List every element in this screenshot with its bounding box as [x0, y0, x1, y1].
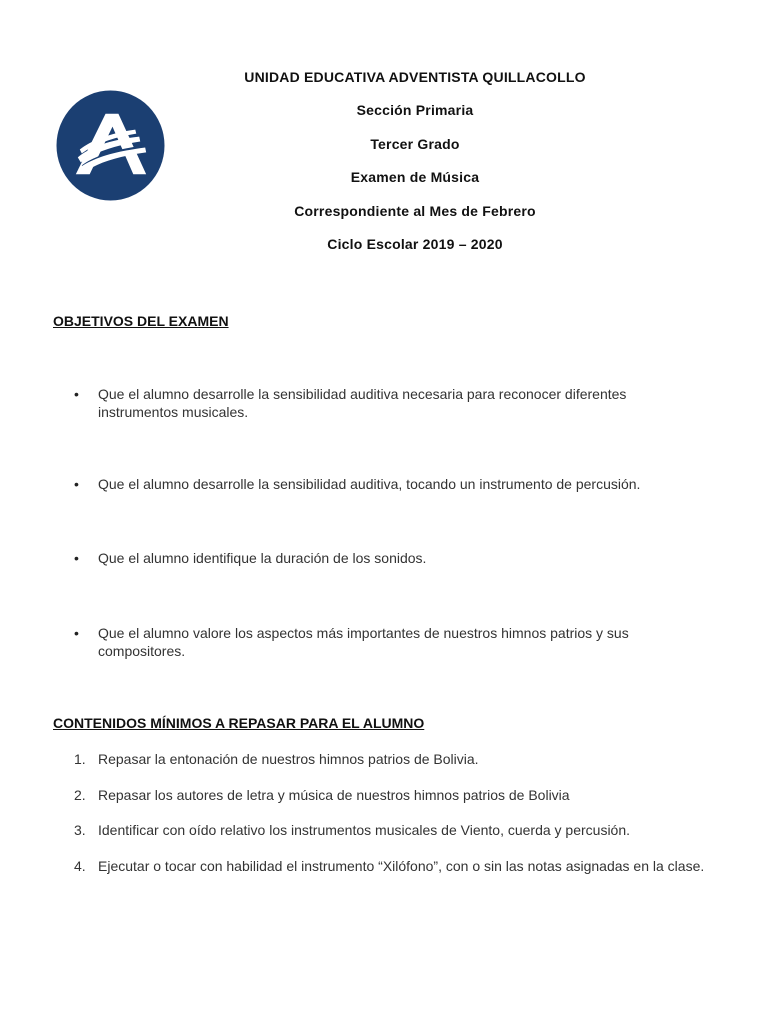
- content-text: Identificar con oído relativo los instrumentos musicales de Viento, cuerda y percusión.: [98, 822, 631, 838]
- content-text: Repasar la entonación de nuestros himnos patrios de Bolivia.: [98, 751, 479, 767]
- exam-month: Correspondiente al Mes de Febrero: [294, 202, 536, 219]
- school-year: Ciclo Escolar 2019 – 2020: [327, 235, 503, 252]
- bullet-icon: •: [74, 476, 79, 492]
- list-number: 1.: [74, 751, 86, 767]
- list-number: 2.: [74, 787, 86, 803]
- contents-heading: CONTENIDOS MÍNIMOS A REPASAR PARA EL ALUMNO: [53, 715, 425, 731]
- objectives-heading: OBJETIVOS DEL EXAMEN: [53, 313, 229, 329]
- section-name: Sección Primaria: [356, 102, 474, 119]
- content-text: Ejecutar o tocar con habilidad el instrumento “Xilófono”, con o sin las notas asignadas en la clase.: [98, 858, 705, 874]
- objective-text: Que el alumno desarrolle la sensibilidad auditiva, tocando un instrumento de percusión.: [98, 476, 641, 492]
- content-text: Repasar los autores de letra y música de nuestros himnos patrios de Bolivia: [98, 787, 570, 803]
- objective-text: Que el alumno desarrolle la sensibilidad auditiva necesaria para reconocer diferentes instrumentos musicales.: [98, 386, 627, 420]
- document-header: [110, 68, 720, 268]
- bullet-icon: •: [74, 550, 79, 566]
- list-number: 3.: [74, 822, 86, 838]
- bullet-icon: •: [74, 386, 79, 402]
- objective-text: Que el alumno identifique la duración de los sonidos.: [98, 550, 427, 566]
- bullet-icon: •: [74, 625, 79, 641]
- list-number: 4.: [74, 858, 86, 874]
- grade-name: Tercer Grado: [370, 135, 460, 152]
- exam-title: Examen de Música: [350, 169, 480, 186]
- school-name: UNIDAD EDUCATIVA ADVENTISTA QUILLACOLLO: [244, 69, 586, 85]
- objective-text: Que el alumno valore los aspectos más importantes de nuestros himnos patrios y sus compositores.: [98, 625, 629, 659]
